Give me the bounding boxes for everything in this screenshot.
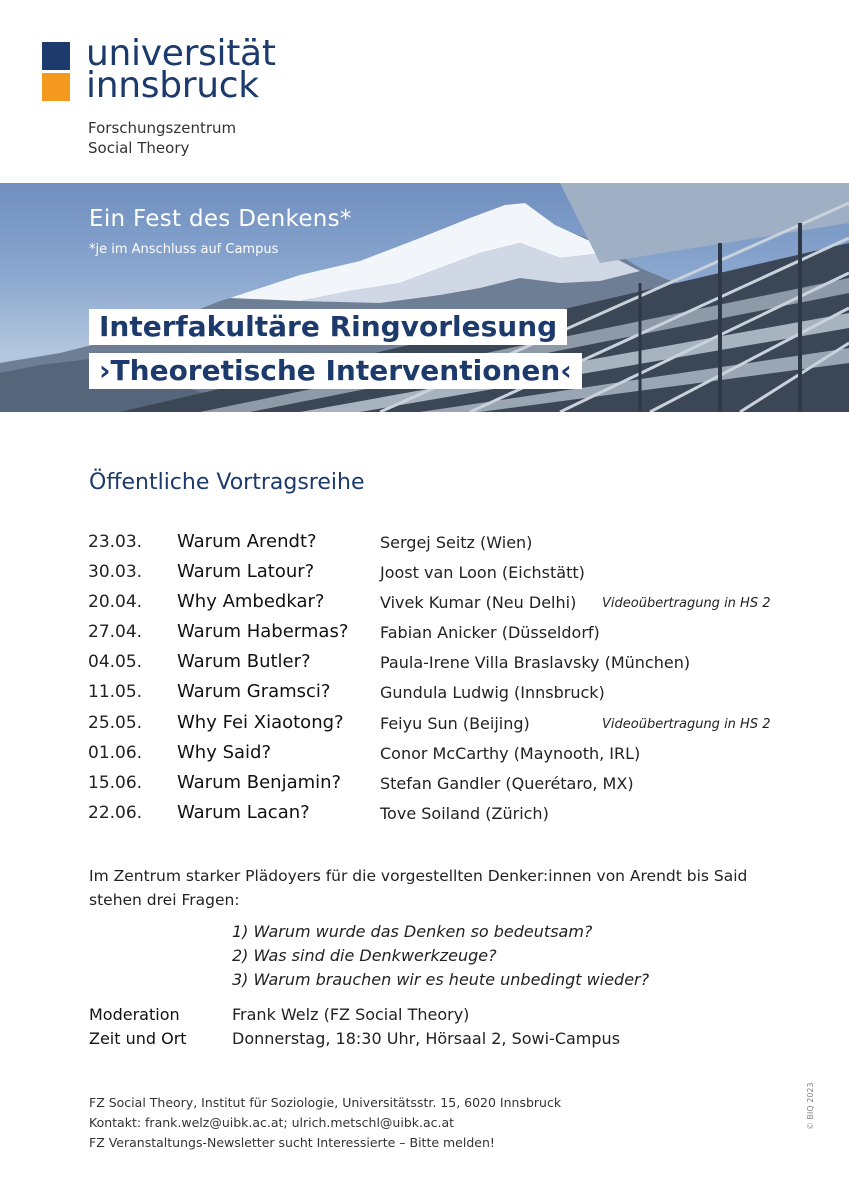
footer-address: FZ Social Theory, Institut für Soziologie, Universitätsstr. 15, 6020 Innsbruck	[89, 1095, 562, 1110]
lecture-title: Warum Arendt?	[177, 531, 317, 552]
lecture-speaker: Tove Soiland (Zürich)	[380, 804, 549, 823]
logo-subtitle-social-theory: Social Theory	[88, 139, 190, 157]
time-place-label: Zeit und Ort	[89, 1029, 187, 1048]
time-place-value: Donnerstag, 18:30 Uhr, Hörsaal 2, Sowi-Campus	[232, 1029, 621, 1048]
banner-title-ringvorlesung: Interfakultäre Ringvorlesung	[89, 309, 567, 345]
lecture-date: 01.06.	[88, 743, 143, 763]
intro-line-1: Im Zentrum starker Plädoyers für die vorgestellten Denker:innen von Arendt bis Said	[89, 867, 748, 885]
lecture-speaker: Joost van Loon (Eichstätt)	[380, 563, 585, 582]
lecture-title: Warum Latour?	[177, 561, 315, 582]
lecture-title: Warum Benjamin?	[177, 772, 342, 793]
lecture-video-note: Videoübertragung in HS 2	[602, 717, 771, 732]
lecture-speaker: Feiyu Sun (Beijing)	[380, 714, 530, 733]
lecture-row	[0, 531, 849, 561]
logo-subtitle-forschungszentrum: Forschungszentrum	[88, 119, 237, 137]
lecture-date: 23.03.	[88, 532, 143, 552]
lecture-speaker: Stefan Gandler (Querétaro, MX)	[380, 774, 634, 793]
lecture-date: 15.06.	[88, 773, 143, 793]
lecture-title: Why Fei Xiaotong?	[177, 712, 344, 733]
lecture-row	[0, 802, 849, 832]
logo-square-blue	[42, 42, 70, 70]
lecture-speaker: Gundula Ludwig (Innsbruck)	[380, 683, 605, 702]
lecture-row	[0, 712, 849, 742]
lecture-date: 04.05.	[88, 652, 143, 672]
lecture-row	[0, 742, 849, 772]
lecture-title: Warum Lacan?	[177, 802, 310, 823]
lecture-speaker: Fabian Anicker (Düsseldorf)	[380, 623, 600, 642]
section-title: Öffentliche Vortragsreihe	[89, 470, 365, 495]
lecture-date: 11.05.	[88, 682, 143, 702]
lecture-title: Warum Habermas?	[177, 621, 349, 642]
logo-word-universitaet: universität	[86, 33, 276, 74]
lecture-row	[0, 651, 849, 681]
lecture-speaker: Vivek Kumar (Neu Delhi)	[380, 593, 577, 612]
lecture-date: 27.04.	[88, 622, 143, 642]
footer-newsletter: FZ Veranstaltungs-Newsletter sucht Interessierte – Bitte melden!	[89, 1135, 495, 1150]
hero-footnote: *je im Anschluss auf Campus	[89, 242, 279, 257]
banner-title-interventionen: ›Theoretische Interventionen‹	[89, 353, 582, 389]
question-3: 3) Warum brauchen wir es heute unbedingt wieder?	[232, 970, 650, 989]
lecture-row	[0, 772, 849, 802]
lecture-row	[0, 591, 849, 621]
lecture-date: 20.04.	[88, 592, 143, 612]
intro-line-2: stehen drei Fragen:	[89, 891, 240, 909]
lecture-title: Warum Butler?	[177, 651, 311, 672]
logo-word-innsbruck: innsbruck	[86, 65, 259, 106]
copyright-note: © BIQ 2023	[806, 1082, 815, 1130]
hero-tagline: Ein Fest des Denkens*	[89, 206, 352, 232]
question-2: 2) Was sind die Denkwerkzeuge?	[232, 946, 497, 965]
lecture-row	[0, 681, 849, 711]
footer-contact: Kontakt: frank.welz@uibk.ac.at; ulrich.metschl@uibk.ac.at	[89, 1115, 455, 1130]
moderation-value: Frank Welz (FZ Social Theory)	[232, 1005, 470, 1024]
lecture-row	[0, 621, 849, 651]
lecture-title: Warum Gramsci?	[177, 681, 331, 702]
lecture-title: Why Ambedkar?	[177, 591, 325, 612]
lecture-date: 25.05.	[88, 713, 143, 733]
lecture-date: 22.06.	[88, 803, 143, 823]
lecture-speaker: Conor McCarthy (Maynooth, IRL)	[380, 744, 641, 763]
logo-square-orange	[42, 73, 70, 101]
moderation-label: Moderation	[89, 1005, 180, 1024]
lecture-date: 30.03.	[88, 562, 143, 582]
lecture-title: Why Said?	[177, 742, 272, 763]
question-1: 1) Warum wurde das Denken so bedeutsam?	[232, 922, 593, 941]
lecture-speaker: Sergej Seitz (Wien)	[380, 533, 533, 552]
lecture-row	[0, 561, 849, 591]
lecture-speaker: Paula-Irene Villa Braslavsky (München)	[380, 653, 691, 672]
lecture-video-note: Videoübertragung in HS 2	[602, 596, 771, 611]
